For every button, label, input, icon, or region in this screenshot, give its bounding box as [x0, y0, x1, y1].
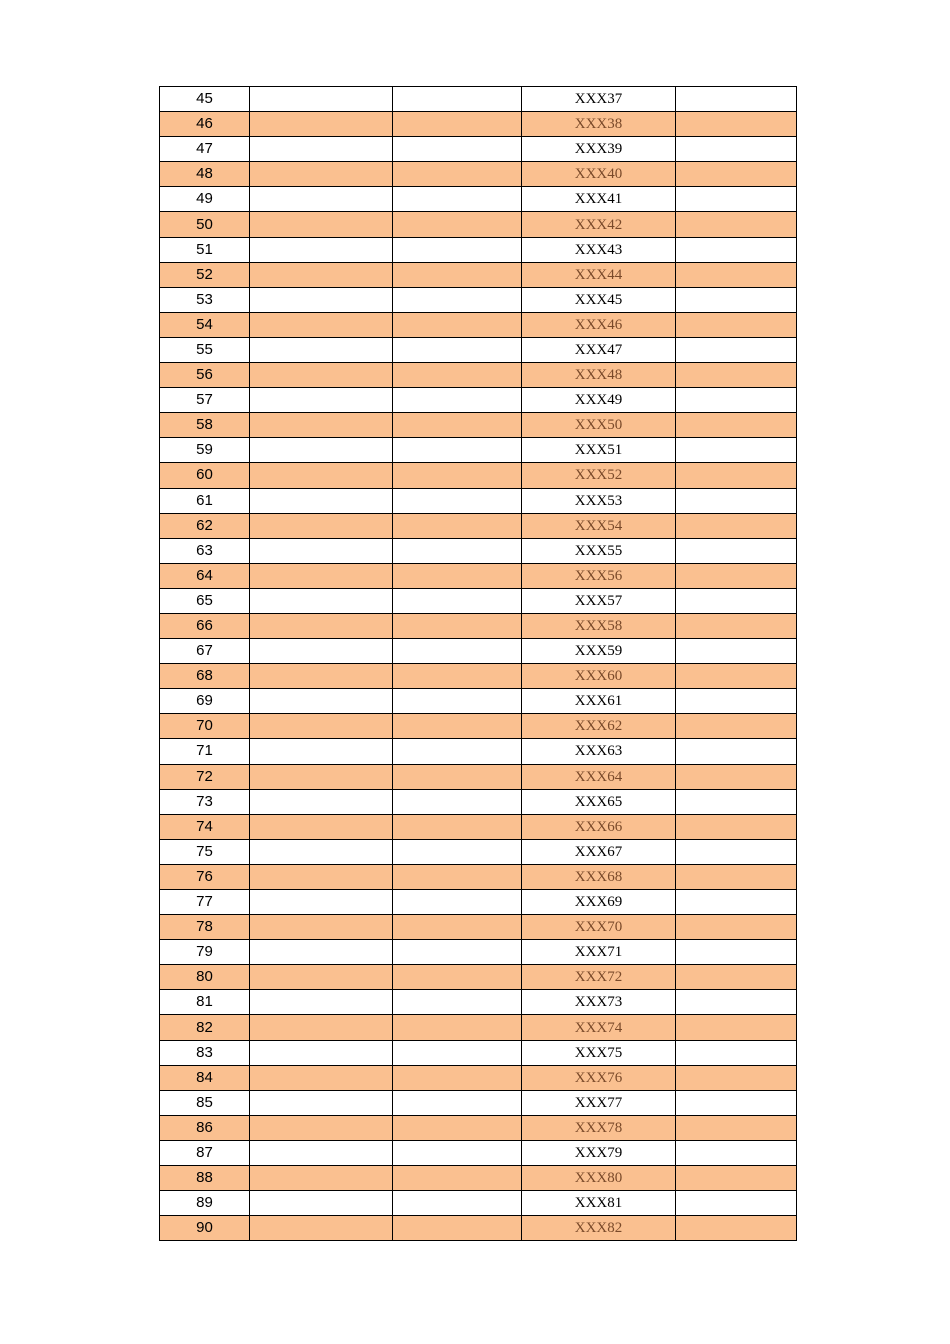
- table-row: [160, 639, 797, 664]
- empty-cell-e[interactable]: [676, 588, 797, 613]
- table-row: [160, 789, 797, 814]
- empty-cell-c[interactable]: [393, 563, 522, 588]
- row-number-cell[interactable]: 89: [160, 1191, 250, 1216]
- table-row: [160, 1115, 797, 1140]
- table-row: [160, 162, 797, 187]
- empty-cell-b[interactable]: [250, 162, 393, 187]
- row-number-cell[interactable]: 56: [160, 363, 250, 388]
- empty-cell-e[interactable]: [676, 1140, 797, 1165]
- table-row: [160, 513, 797, 538]
- table-row: [160, 814, 797, 839]
- code-cell[interactable]: XXX76: [522, 1065, 676, 1090]
- empty-cell-c[interactable]: [393, 212, 522, 237]
- empty-cell-e[interactable]: [676, 1216, 797, 1241]
- empty-cell-b[interactable]: [250, 764, 393, 789]
- code-cell[interactable]: XXX80: [522, 1166, 676, 1191]
- table-row: [160, 463, 797, 488]
- table-row: [160, 613, 797, 638]
- row-number-cell[interactable]: 53: [160, 287, 250, 312]
- row-number-cell[interactable]: 70: [160, 714, 250, 739]
- empty-cell-b[interactable]: [250, 789, 393, 814]
- empty-cell-e[interactable]: [676, 1065, 797, 1090]
- table-row: [160, 864, 797, 889]
- code-cell[interactable]: XXX48: [522, 363, 676, 388]
- empty-cell-c[interactable]: [393, 1065, 522, 1090]
- empty-cell-b[interactable]: [250, 965, 393, 990]
- row-number-cell[interactable]: 72: [160, 764, 250, 789]
- empty-cell-e[interactable]: [676, 563, 797, 588]
- empty-cell-e[interactable]: [676, 363, 797, 388]
- row-number-cell[interactable]: 54: [160, 312, 250, 337]
- empty-cell-b[interactable]: [250, 287, 393, 312]
- empty-cell-b[interactable]: [250, 538, 393, 563]
- empty-cell-b[interactable]: [250, 187, 393, 212]
- empty-cell-e[interactable]: [676, 1090, 797, 1115]
- row-number-cell[interactable]: 78: [160, 915, 250, 940]
- code-cell[interactable]: XXX57: [522, 588, 676, 613]
- empty-cell-e[interactable]: [676, 664, 797, 689]
- table-row: [160, 739, 797, 764]
- empty-cell-b[interactable]: [250, 1090, 393, 1115]
- code-cell[interactable]: XXX49: [522, 388, 676, 413]
- empty-cell-b[interactable]: [250, 513, 393, 538]
- code-cell[interactable]: XXX82: [522, 1216, 676, 1241]
- row-number-cell[interactable]: 85: [160, 1090, 250, 1115]
- row-number-cell[interactable]: 87: [160, 1140, 250, 1165]
- empty-cell-c[interactable]: [393, 789, 522, 814]
- empty-cell-b[interactable]: [250, 915, 393, 940]
- table-row: [160, 363, 797, 388]
- code-cell[interactable]: XXX44: [522, 262, 676, 287]
- empty-cell-c[interactable]: [393, 112, 522, 137]
- empty-cell-c[interactable]: [393, 839, 522, 864]
- data-table: [159, 86, 797, 1241]
- empty-cell-b[interactable]: [250, 388, 393, 413]
- code-cell[interactable]: XXX64: [522, 764, 676, 789]
- code-cell[interactable]: XXX39: [522, 137, 676, 162]
- code-cell[interactable]: XXX66: [522, 814, 676, 839]
- code-cell[interactable]: XXX79: [522, 1140, 676, 1165]
- code-cell[interactable]: XXX56: [522, 563, 676, 588]
- empty-cell-e[interactable]: [676, 212, 797, 237]
- empty-cell-e[interactable]: [676, 613, 797, 638]
- table-row: [160, 965, 797, 990]
- row-number-cell[interactable]: 51: [160, 237, 250, 262]
- empty-cell-c[interactable]: [393, 237, 522, 262]
- empty-cell-e[interactable]: [676, 287, 797, 312]
- row-number-cell[interactable]: 67: [160, 639, 250, 664]
- empty-cell-b[interactable]: [250, 739, 393, 764]
- table-row: [160, 839, 797, 864]
- empty-cell-e[interactable]: [676, 162, 797, 187]
- code-cell[interactable]: XXX61: [522, 689, 676, 714]
- empty-cell-e[interactable]: [676, 388, 797, 413]
- empty-cell-e[interactable]: [676, 337, 797, 362]
- empty-cell-c[interactable]: [393, 463, 522, 488]
- table-row: [160, 1191, 797, 1216]
- empty-cell-c[interactable]: [393, 187, 522, 212]
- code-cell[interactable]: XXX38: [522, 112, 676, 137]
- row-number-cell[interactable]: 79: [160, 940, 250, 965]
- empty-cell-e[interactable]: [676, 488, 797, 513]
- table-row: [160, 388, 797, 413]
- empty-cell-c[interactable]: [393, 137, 522, 162]
- empty-cell-e[interactable]: [676, 312, 797, 337]
- empty-cell-b[interactable]: [250, 262, 393, 287]
- empty-cell-c[interactable]: [393, 689, 522, 714]
- empty-cell-c[interactable]: [393, 513, 522, 538]
- code-cell[interactable]: XXX37: [522, 87, 676, 112]
- empty-cell-b[interactable]: [250, 312, 393, 337]
- code-cell[interactable]: XXX53: [522, 488, 676, 513]
- empty-cell-c[interactable]: [393, 1140, 522, 1165]
- row-number-cell[interactable]: 47: [160, 137, 250, 162]
- code-cell[interactable]: XXX55: [522, 538, 676, 563]
- table-row: [160, 689, 797, 714]
- empty-cell-e[interactable]: [676, 513, 797, 538]
- empty-cell-b[interactable]: [250, 714, 393, 739]
- empty-cell-e[interactable]: [676, 915, 797, 940]
- empty-cell-e[interactable]: [676, 639, 797, 664]
- table-row: [160, 262, 797, 287]
- empty-cell-b[interactable]: [250, 237, 393, 262]
- empty-cell-c[interactable]: [393, 1216, 522, 1241]
- table-row: [160, 990, 797, 1015]
- empty-cell-b[interactable]: [250, 1015, 393, 1040]
- table-row: [160, 237, 797, 262]
- row-number-cell[interactable]: 68: [160, 664, 250, 689]
- code-cell[interactable]: XXX63: [522, 739, 676, 764]
- empty-cell-b[interactable]: [250, 1166, 393, 1191]
- table-row: [160, 337, 797, 362]
- row-number-cell[interactable]: 90: [160, 1216, 250, 1241]
- empty-cell-c[interactable]: [393, 388, 522, 413]
- code-cell[interactable]: XXX58: [522, 613, 676, 638]
- code-cell[interactable]: XXX59: [522, 639, 676, 664]
- row-number-cell[interactable]: 45: [160, 87, 250, 112]
- table-row: [160, 1065, 797, 1090]
- row-number-cell[interactable]: 73: [160, 789, 250, 814]
- empty-cell-e[interactable]: [676, 1115, 797, 1140]
- table-body: [160, 87, 797, 1241]
- empty-cell-e[interactable]: [676, 438, 797, 463]
- row-number-cell[interactable]: 46: [160, 112, 250, 137]
- empty-cell-c[interactable]: [393, 413, 522, 438]
- code-cell[interactable]: XXX72: [522, 965, 676, 990]
- empty-cell-c[interactable]: [393, 613, 522, 638]
- code-cell[interactable]: XXX69: [522, 890, 676, 915]
- empty-cell-e[interactable]: [676, 1166, 797, 1191]
- table-row: [160, 87, 797, 112]
- code-cell[interactable]: XXX74: [522, 1015, 676, 1040]
- empty-cell-e[interactable]: [676, 864, 797, 889]
- table-row: [160, 1140, 797, 1165]
- row-number-cell[interactable]: 62: [160, 513, 250, 538]
- table-row: [160, 438, 797, 463]
- row-number-cell[interactable]: 71: [160, 739, 250, 764]
- empty-cell-e[interactable]: [676, 814, 797, 839]
- empty-cell-b[interactable]: [250, 664, 393, 689]
- empty-cell-e[interactable]: [676, 463, 797, 488]
- empty-cell-e[interactable]: [676, 1015, 797, 1040]
- code-cell[interactable]: XXX62: [522, 714, 676, 739]
- empty-cell-b[interactable]: [250, 814, 393, 839]
- empty-cell-e[interactable]: [676, 689, 797, 714]
- table-row: [160, 187, 797, 212]
- code-cell[interactable]: XXX70: [522, 915, 676, 940]
- code-cell[interactable]: XXX71: [522, 940, 676, 965]
- empty-cell-c[interactable]: [393, 538, 522, 563]
- empty-cell-b[interactable]: [250, 613, 393, 638]
- empty-cell-e[interactable]: [676, 262, 797, 287]
- empty-cell-b[interactable]: [250, 1040, 393, 1065]
- empty-cell-c[interactable]: [393, 1191, 522, 1216]
- row-number-cell[interactable]: 60: [160, 463, 250, 488]
- empty-cell-e[interactable]: [676, 1191, 797, 1216]
- empty-cell-b[interactable]: [250, 588, 393, 613]
- code-cell[interactable]: XXX46: [522, 312, 676, 337]
- table-row: [160, 1216, 797, 1241]
- table-row: [160, 112, 797, 137]
- empty-cell-b[interactable]: [250, 639, 393, 664]
- empty-cell-e[interactable]: [676, 413, 797, 438]
- table-row: [160, 1015, 797, 1040]
- empty-cell-c[interactable]: [393, 940, 522, 965]
- empty-cell-c[interactable]: [393, 990, 522, 1015]
- code-cell[interactable]: XXX73: [522, 990, 676, 1015]
- empty-cell-c[interactable]: [393, 1015, 522, 1040]
- code-cell[interactable]: XXX54: [522, 513, 676, 538]
- empty-cell-e[interactable]: [676, 839, 797, 864]
- row-number-cell[interactable]: 74: [160, 814, 250, 839]
- row-number-cell[interactable]: 83: [160, 1040, 250, 1065]
- row-number-cell[interactable]: 65: [160, 588, 250, 613]
- empty-cell-c[interactable]: [393, 739, 522, 764]
- empty-cell-c[interactable]: [393, 664, 522, 689]
- row-number-cell[interactable]: 55: [160, 337, 250, 362]
- empty-cell-b[interactable]: [250, 212, 393, 237]
- empty-cell-b[interactable]: [250, 1191, 393, 1216]
- row-number-cell[interactable]: 84: [160, 1065, 250, 1090]
- code-cell[interactable]: XXX40: [522, 162, 676, 187]
- code-cell[interactable]: XXX60: [522, 664, 676, 689]
- empty-cell-c[interactable]: [393, 764, 522, 789]
- empty-cell-c[interactable]: [393, 162, 522, 187]
- row-number-cell[interactable]: 75: [160, 839, 250, 864]
- table-row: [160, 588, 797, 613]
- empty-cell-e[interactable]: [676, 764, 797, 789]
- empty-cell-e[interactable]: [676, 1040, 797, 1065]
- table-row: [160, 137, 797, 162]
- empty-cell-b[interactable]: [250, 1216, 393, 1241]
- empty-cell-b[interactable]: [250, 1140, 393, 1165]
- row-number-cell[interactable]: 48: [160, 162, 250, 187]
- empty-cell-c[interactable]: [393, 588, 522, 613]
- empty-cell-b[interactable]: [250, 488, 393, 513]
- empty-cell-e[interactable]: [676, 739, 797, 764]
- empty-cell-b[interactable]: [250, 864, 393, 889]
- table-row: [160, 940, 797, 965]
- table-row: [160, 1090, 797, 1115]
- empty-cell-b[interactable]: [250, 438, 393, 463]
- empty-cell-c[interactable]: [393, 438, 522, 463]
- row-number-cell[interactable]: 76: [160, 864, 250, 889]
- empty-cell-b[interactable]: [250, 839, 393, 864]
- empty-cell-b[interactable]: [250, 1065, 393, 1090]
- empty-cell-e[interactable]: [676, 237, 797, 262]
- row-number-cell[interactable]: 59: [160, 438, 250, 463]
- row-number-cell[interactable]: 69: [160, 689, 250, 714]
- row-number-cell[interactable]: 81: [160, 990, 250, 1015]
- empty-cell-c[interactable]: [393, 1115, 522, 1140]
- table-row: [160, 538, 797, 563]
- code-cell[interactable]: XXX77: [522, 1090, 676, 1115]
- empty-cell-c[interactable]: [393, 363, 522, 388]
- row-number-cell[interactable]: 80: [160, 965, 250, 990]
- code-cell[interactable]: XXX67: [522, 839, 676, 864]
- empty-cell-b[interactable]: [250, 563, 393, 588]
- empty-cell-b[interactable]: [250, 87, 393, 112]
- code-cell[interactable]: XXX43: [522, 237, 676, 262]
- table-row: [160, 287, 797, 312]
- table-row: [160, 1040, 797, 1065]
- empty-cell-b[interactable]: [250, 463, 393, 488]
- empty-cell-c[interactable]: [393, 312, 522, 337]
- row-number-cell[interactable]: 86: [160, 1115, 250, 1140]
- empty-cell-e[interactable]: [676, 965, 797, 990]
- empty-cell-c[interactable]: [393, 1040, 522, 1065]
- empty-cell-b[interactable]: [250, 689, 393, 714]
- table-row: [160, 714, 797, 739]
- code-cell[interactable]: XXX52: [522, 463, 676, 488]
- code-cell[interactable]: XXX75: [522, 1040, 676, 1065]
- empty-cell-e[interactable]: [676, 990, 797, 1015]
- code-cell[interactable]: XXX65: [522, 789, 676, 814]
- code-cell[interactable]: XXX50: [522, 413, 676, 438]
- empty-cell-e[interactable]: [676, 940, 797, 965]
- empty-cell-c[interactable]: [393, 1090, 522, 1115]
- row-number-cell[interactable]: 66: [160, 613, 250, 638]
- row-number-cell[interactable]: 64: [160, 563, 250, 588]
- table-row: [160, 488, 797, 513]
- table-row: [160, 764, 797, 789]
- empty-cell-c[interactable]: [393, 488, 522, 513]
- empty-cell-e[interactable]: [676, 137, 797, 162]
- table-row: [160, 915, 797, 940]
- empty-cell-c[interactable]: [393, 864, 522, 889]
- code-cell[interactable]: XXX45: [522, 287, 676, 312]
- empty-cell-c[interactable]: [393, 915, 522, 940]
- empty-cell-e[interactable]: [676, 538, 797, 563]
- row-number-cell[interactable]: 63: [160, 538, 250, 563]
- row-number-cell[interactable]: 57: [160, 388, 250, 413]
- empty-cell-b[interactable]: [250, 137, 393, 162]
- empty-cell-c[interactable]: [393, 965, 522, 990]
- empty-cell-b[interactable]: [250, 940, 393, 965]
- empty-cell-b[interactable]: [250, 990, 393, 1015]
- code-cell[interactable]: XXX51: [522, 438, 676, 463]
- row-number-cell[interactable]: 52: [160, 262, 250, 287]
- row-number-cell[interactable]: 82: [160, 1015, 250, 1040]
- empty-cell-c[interactable]: [393, 1166, 522, 1191]
- empty-cell-b[interactable]: [250, 112, 393, 137]
- table-row: [160, 563, 797, 588]
- empty-cell-e[interactable]: [676, 112, 797, 137]
- empty-cell-e[interactable]: [676, 890, 797, 915]
- code-cell[interactable]: XXX47: [522, 337, 676, 362]
- table-row: [160, 413, 797, 438]
- row-number-cell[interactable]: 49: [160, 187, 250, 212]
- empty-cell-c[interactable]: [393, 87, 522, 112]
- empty-cell-e[interactable]: [676, 187, 797, 212]
- row-number-cell[interactable]: 61: [160, 488, 250, 513]
- table-row: [160, 212, 797, 237]
- row-number-cell[interactable]: 77: [160, 890, 250, 915]
- row-number-cell[interactable]: 50: [160, 212, 250, 237]
- code-cell[interactable]: XXX68: [522, 864, 676, 889]
- empty-cell-b[interactable]: [250, 363, 393, 388]
- empty-cell-b[interactable]: [250, 1115, 393, 1140]
- empty-cell-b[interactable]: [250, 413, 393, 438]
- empty-cell-e[interactable]: [676, 714, 797, 739]
- empty-cell-c[interactable]: [393, 262, 522, 287]
- table-row: [160, 664, 797, 689]
- empty-cell-e[interactable]: [676, 789, 797, 814]
- row-number-cell[interactable]: 58: [160, 413, 250, 438]
- empty-cell-e[interactable]: [676, 87, 797, 112]
- empty-cell-c[interactable]: [393, 890, 522, 915]
- table-row: [160, 1166, 797, 1191]
- code-cell[interactable]: XXX41: [522, 187, 676, 212]
- empty-cell-c[interactable]: [393, 337, 522, 362]
- table-row: [160, 312, 797, 337]
- empty-cell-b[interactable]: [250, 337, 393, 362]
- empty-cell-c[interactable]: [393, 287, 522, 312]
- table-row: [160, 890, 797, 915]
- code-cell[interactable]: XXX42: [522, 212, 676, 237]
- empty-cell-c[interactable]: [393, 814, 522, 839]
- empty-cell-c[interactable]: [393, 639, 522, 664]
- empty-cell-b[interactable]: [250, 890, 393, 915]
- empty-cell-c[interactable]: [393, 714, 522, 739]
- row-number-cell[interactable]: 88: [160, 1166, 250, 1191]
- code-cell[interactable]: XXX81: [522, 1191, 676, 1216]
- code-cell[interactable]: XXX78: [522, 1115, 676, 1140]
